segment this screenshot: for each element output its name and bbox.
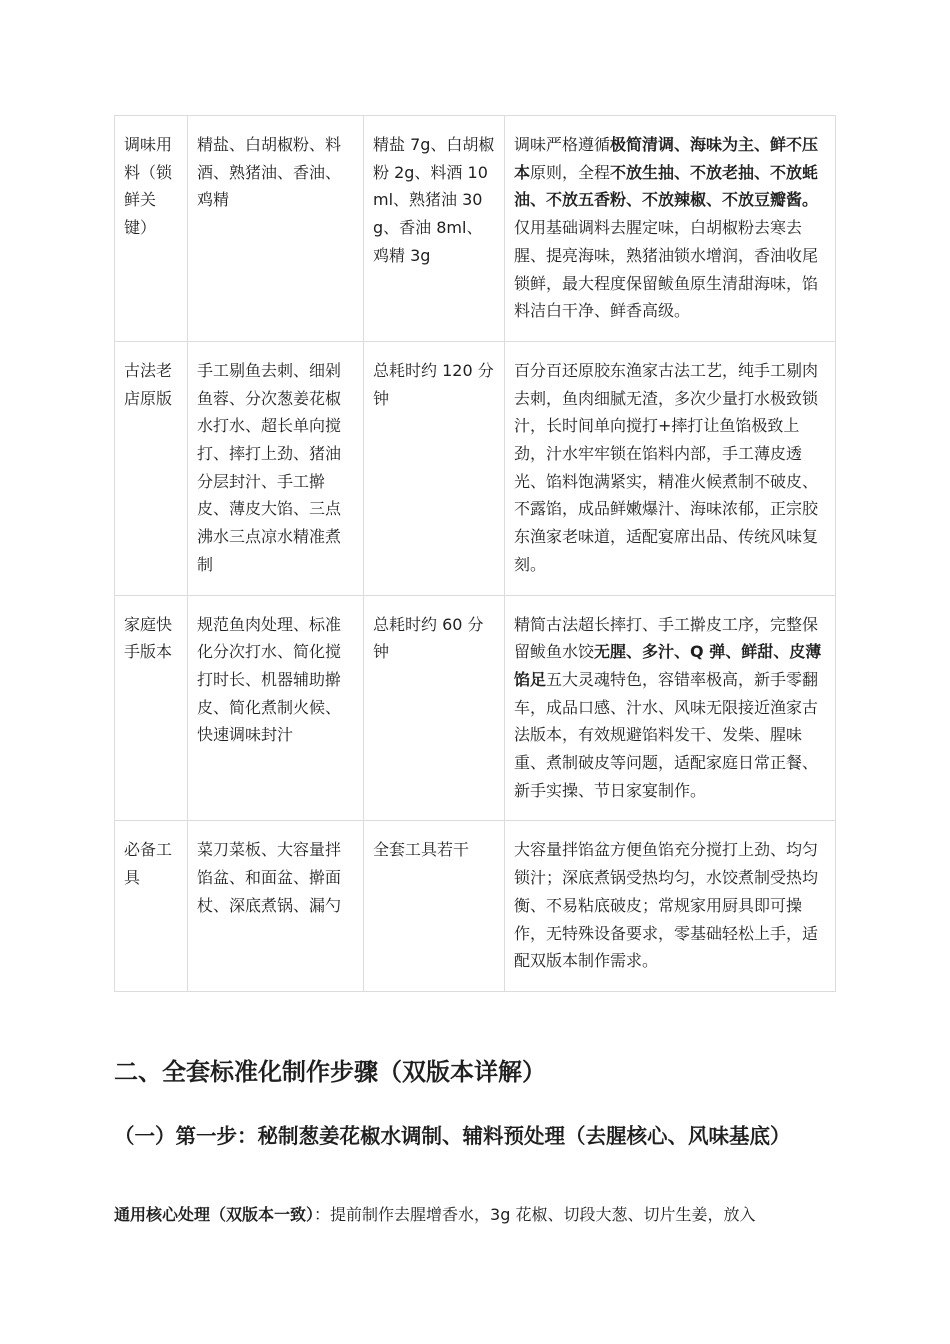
row-items-cell: 菜刀菜板、大容量拌馅盆、和面盆、擀面杖、深底煮锅、漏勺	[188, 821, 364, 992]
table-row	[115, 341, 836, 595]
section-heading: 二、全套标准化制作步骤（双版本详解）	[114, 1058, 546, 1086]
desc-segment: 仅用基础调料去腥定味，白胡椒粉去寒去腥、提亮海味，熟猪油锁水增润，香油收尾锁鲜，最大程度保留鲅鱼原生清甜海味，馅料洁白干净、鲜香高级。	[514, 218, 819, 321]
row-name-cell: 古法老店原版	[115, 341, 188, 595]
row-amount-cell: 总耗时约 120 分钟	[364, 341, 505, 595]
table-row	[115, 821, 836, 992]
desc-segment-bold: 无腥、多汁、Q 弹、鲜甜、皮薄馅足	[514, 642, 822, 689]
desc-segment: 五大灵魂特色，容错率极高，新手零翻车，成品口感、汁水、风味无限接近渔家古法版本，有效规避馅料发干、发柴、腥味重、煮制破皮等问题，适配家庭日常正餐、新手实操、节日家宴制作。	[514, 669, 819, 800]
row-amount-cell: 总耗时约 60 分钟	[364, 595, 505, 821]
step-subheading: （一）第一步：秘制葱姜花椒水调制、辅料预处理（去腥核心、风味基底）	[114, 1124, 791, 1148]
row-amount-cell: 精盐 7g、白胡椒粉 2g、料酒 10ml、熟猪油 30g、香油 8ml、鸡精 3g	[364, 116, 505, 342]
desc-segment-bold: 极简清调、海味为主、鲜不压本	[514, 135, 819, 182]
desc-segment: 精简古法超长摔打、手工擀皮工序，完整保留鲅鱼水饺	[514, 614, 819, 662]
row-desc-cell	[505, 116, 836, 342]
table-row	[115, 595, 836, 821]
paragraph-lead: 通用核心处理（双版本一致）	[114, 1205, 315, 1224]
row-desc-cell	[505, 341, 836, 595]
desc-segment: 大容量拌馅盆方便鱼馅充分搅打上劲、均匀锁汁；深底煮锅受热均匀，水饺煮制受热均衡、不易粘底破皮；常规家用厨具即可操作，无特殊设备要求，零基础轻松上手，适配双版本制作需求。	[514, 840, 819, 971]
desc-segment-bold: 不放生抽、不放老抽、不放蚝油、不放五香粉、不放辣椒、不放豆瓣酱。	[514, 162, 819, 210]
desc-segment: 调味严格遵循	[514, 135, 611, 154]
row-items-cell: 规范鱼肉处理、标准化分次打水、简化搅打时长、机器辅助擀皮、简化煮制火候、快速调味封汁	[188, 595, 364, 821]
row-items-cell: 手工剔鱼去刺、细剁鱼蓉、分次葱姜花椒水打水、超长单向搅打、摔打上劲、猪油分层封汁、手工擀皮、薄皮大馅、三点沸水三点凉水精准煮制	[188, 341, 364, 595]
row-items-cell: 精盐、白胡椒粉、料酒、熟猪油、香油、鸡精	[188, 116, 364, 342]
row-amount-cell: 全套工具若干	[364, 821, 505, 992]
step-paragraph	[114, 1201, 844, 1229]
table-row	[115, 116, 836, 342]
row-name-cell: 家庭快手版本	[115, 595, 188, 821]
desc-segment: 百分百还原胶东渔家古法工艺，纯手工剔肉去刺，鱼肉细腻无渣，多次少量打水极致锁汁，长时间单向搅打+摔打让鱼馅极致上劲，汁水牢牢锁在馅料内部，手工薄皮透光、馅料饱满紧实，精准火候煮制不破皮、不露馅，成品鲜嫩爆汁、海味浓郁，正宗胶东渔家老味道，适配宴席出品、传统风味复刻。	[514, 360, 819, 574]
paragraph-body: ：提前制作去腥增香水，3g 花椒、切段大葱、切片生姜，放入	[314, 1205, 756, 1224]
desc-segment: 原则，全程	[530, 162, 611, 182]
row-name-cell: 必备工具	[115, 821, 188, 992]
ingredients-table	[114, 115, 836, 992]
row-desc-cell	[505, 595, 836, 821]
row-name-cell: 调味用料（锁鲜关键）	[115, 116, 188, 342]
row-desc-cell	[505, 821, 836, 992]
